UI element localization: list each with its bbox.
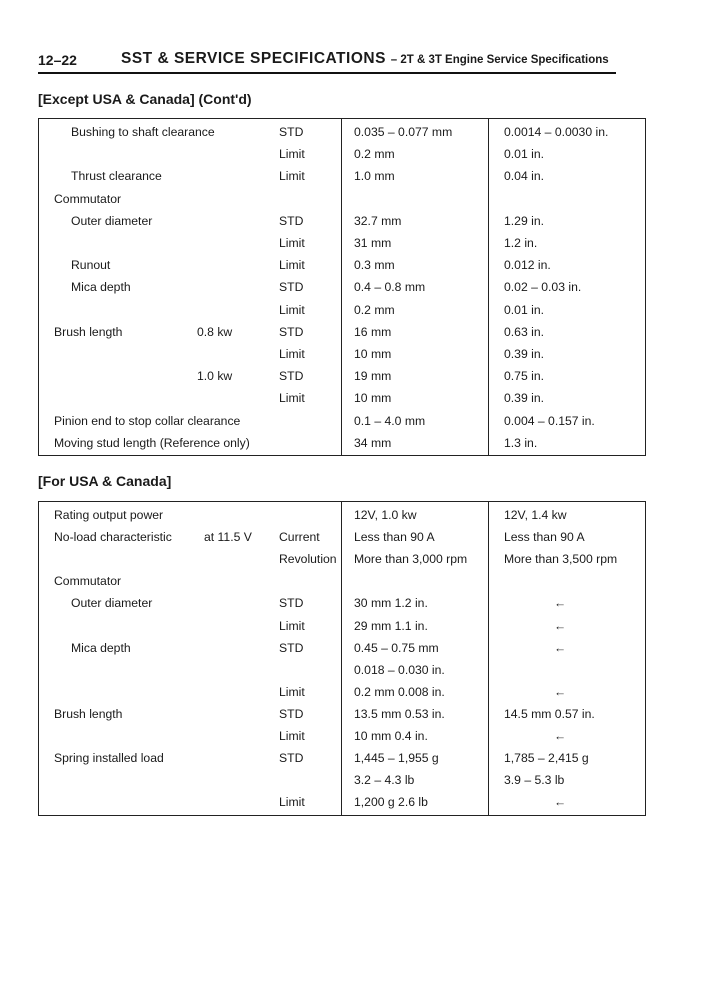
- same-as-left-arrow-icon: ←: [554, 684, 567, 699]
- table-row: [39, 343, 645, 365]
- page-subtitle: – 2T & 3T Engine Service Specifications: [390, 54, 609, 66]
- spec-type: STD: [279, 125, 304, 139]
- metric-value: 34 mm: [354, 435, 392, 450]
- table-row: [39, 592, 645, 614]
- spec-table-usa-canada: [38, 501, 646, 816]
- spec-10kw-value: 3.2 – 4.3 lb: [354, 773, 415, 788]
- spec-10kw-value: 1,200 g 2.6 lb: [354, 795, 428, 810]
- page-header: [38, 50, 616, 74]
- section-title-except-usa: [Except USA & Canada] (Cont'd): [38, 91, 252, 107]
- metric-value: 10 mm: [354, 347, 392, 361]
- inch-value: 0.02 – 0.03 in.: [504, 280, 582, 295]
- table-row: [39, 526, 645, 548]
- table-row: [39, 615, 645, 637]
- spec-10kw-value: 29 mm 1.1 in.: [354, 618, 428, 633]
- metric-value: 0.035 – 0.077 mm: [354, 125, 453, 139]
- spec-item-label: Mica depth: [71, 640, 131, 655]
- inch-value: 0.04 in.: [504, 169, 544, 184]
- inch-value: 0.01 in.: [504, 147, 544, 162]
- inch-value: 0.01 in.: [504, 302, 544, 317]
- spec-type: STD: [279, 751, 304, 766]
- table-row: [39, 188, 645, 210]
- table-row: [39, 504, 645, 526]
- metric-value: 0.3 mm: [354, 258, 395, 273]
- spec-item-label: Commutator: [54, 191, 122, 206]
- spec-10kw-value: 13.5 mm 0.53 in.: [354, 706, 445, 721]
- spec-item-label: Runout: [71, 258, 111, 273]
- spec-item-label: Brush length: [54, 324, 123, 339]
- page-title: [121, 50, 609, 68]
- table-row: [39, 121, 645, 143]
- spec-10kw-value: 1,445 – 1,955 g: [354, 751, 439, 766]
- same-as-left-arrow-icon: ←: [554, 618, 567, 633]
- table-row: [39, 681, 645, 703]
- page-number: 12–22: [38, 52, 77, 68]
- spec-type: STD: [279, 640, 304, 655]
- table-row: [39, 410, 645, 432]
- inch-value: 1.29 in.: [504, 213, 544, 228]
- spec-item-label: No-load characteristic: [54, 530, 172, 545]
- table-row: [39, 365, 645, 387]
- spec-14kw-value: 3.9 – 5.3 lb: [504, 773, 565, 788]
- spec-type: Limit: [279, 147, 305, 162]
- spec-type: Limit: [279, 729, 305, 743]
- metric-value: 0.4 – 0.8 mm: [354, 280, 426, 295]
- spec-item-label: Pinion end to stop collar clearance: [54, 413, 241, 428]
- table-row: [39, 432, 645, 454]
- spec-item-label: Outer diameter: [71, 596, 153, 611]
- table-row: [39, 299, 645, 321]
- spec-10kw-value: 30 mm 1.2 in.: [354, 596, 428, 611]
- spec-type: Limit: [279, 169, 305, 184]
- spec-type: STD: [279, 596, 304, 611]
- table-row: [39, 387, 645, 409]
- spec-type: STD: [279, 369, 304, 384]
- spec-sub-label: 1.0 kw: [197, 369, 233, 384]
- spec-14kw-value: Less than 90 A: [504, 530, 585, 545]
- inch-value: 0.39 in.: [504, 347, 544, 361]
- spec-type: Limit: [279, 684, 305, 699]
- inch-value: 1.2 in.: [504, 236, 538, 250]
- spec-table-except-usa: [38, 118, 646, 456]
- spec-type: STD: [279, 213, 304, 228]
- spec-14kw-value: 1,785 – 2,415 g: [504, 751, 589, 766]
- inch-value: 1.3 in.: [504, 435, 538, 450]
- table-row: [39, 769, 645, 791]
- metric-value: 0.2 mm: [354, 147, 395, 162]
- table-row: [39, 143, 645, 165]
- inch-value: 0.012 in.: [504, 258, 551, 273]
- inch-value: 0.004 – 0.157 in.: [504, 413, 595, 428]
- table-row: [39, 791, 645, 813]
- spec-type: Current: [279, 530, 320, 545]
- table-row: [39, 165, 645, 187]
- page-title-main: SST & SERVICE SPECIFICATIONS: [121, 50, 386, 67]
- metric-value: 0.2 mm: [354, 302, 395, 317]
- spec-type: Limit: [279, 618, 305, 633]
- section-title-usa-canada: [For USA & Canada]: [38, 473, 172, 489]
- same-as-left-arrow-icon: ←: [554, 640, 567, 655]
- spec-type: STD: [279, 706, 304, 721]
- spec-item-label: Moving stud length (Reference only): [54, 435, 250, 450]
- spec-type: Limit: [279, 236, 305, 250]
- spec-item-label: Bushing to shaft clearance: [71, 125, 215, 139]
- table-row: [39, 321, 645, 343]
- spec-type: Revolution: [279, 552, 337, 567]
- table-row: [39, 210, 645, 232]
- inch-value: 0.63 in.: [504, 324, 544, 339]
- spec-type: Limit: [279, 391, 305, 406]
- spec-10kw-value: 12V, 1.0 kw: [354, 508, 417, 522]
- metric-value: 0.1 – 4.0 mm: [354, 413, 426, 428]
- inch-value: 0.75 in.: [504, 369, 544, 384]
- spec-10kw-value: 0.45 – 0.75 mm: [354, 640, 439, 655]
- spec-type: Limit: [279, 347, 305, 361]
- metric-value: 10 mm: [354, 391, 392, 406]
- table-row: [39, 725, 645, 747]
- spec-item-label: Commutator: [54, 574, 122, 589]
- spec-item-label: Brush length: [54, 706, 123, 721]
- table-row: [39, 232, 645, 254]
- same-as-left-arrow-icon: ←: [554, 596, 567, 611]
- metric-value: 16 mm: [354, 324, 392, 339]
- spec-item-label: Outer diameter: [71, 213, 153, 228]
- spec-type: Limit: [279, 302, 305, 317]
- metric-value: 32.7 mm: [354, 213, 402, 228]
- table-row: [39, 659, 645, 681]
- inch-value: 0.0014 – 0.0030 in.: [504, 125, 609, 139]
- table-row: [39, 637, 645, 659]
- table-row: [39, 548, 645, 570]
- spec-item-label: Rating output power: [54, 508, 164, 522]
- table-row: [39, 254, 645, 276]
- spec-10kw-value: 0.2 mm 0.008 in.: [354, 684, 445, 699]
- spec-type: STD: [279, 324, 304, 339]
- table-row: [39, 747, 645, 769]
- spec-10kw-value: More than 3,000 rpm: [354, 552, 468, 567]
- spec-10kw-value: 0.018 – 0.030 in.: [354, 662, 445, 677]
- same-as-left-arrow-icon: ←: [554, 729, 567, 743]
- spec-item-label: Thrust clearance: [71, 169, 162, 184]
- spec-14kw-value: 14.5 mm 0.57 in.: [504, 706, 595, 721]
- spec-item-label: Spring installed load: [54, 751, 164, 766]
- spec-type: Limit: [279, 258, 305, 273]
- spec-14kw-value: 12V, 1.4 kw: [504, 508, 567, 522]
- spec-type: Limit: [279, 795, 305, 810]
- spec-sub-label: at 11.5 V: [204, 530, 252, 545]
- same-as-left-arrow-icon: ←: [554, 795, 567, 810]
- spec-type: STD: [279, 280, 304, 295]
- metric-value: 31 mm: [354, 236, 392, 250]
- table-row: [39, 703, 645, 725]
- table-row: [39, 570, 645, 592]
- metric-value: 19 mm: [354, 369, 392, 384]
- metric-value: 1.0 mm: [354, 169, 395, 184]
- table-row: [39, 276, 645, 298]
- spec-item-label: Mica depth: [71, 280, 131, 295]
- inch-value: 0.39 in.: [504, 391, 544, 406]
- spec-14kw-value: More than 3,500 rpm: [504, 552, 618, 567]
- spec-10kw-value: Less than 90 A: [354, 530, 435, 545]
- spec-sub-label: 0.8 kw: [197, 324, 233, 339]
- spec-10kw-value: 10 mm 0.4 in.: [354, 729, 428, 743]
